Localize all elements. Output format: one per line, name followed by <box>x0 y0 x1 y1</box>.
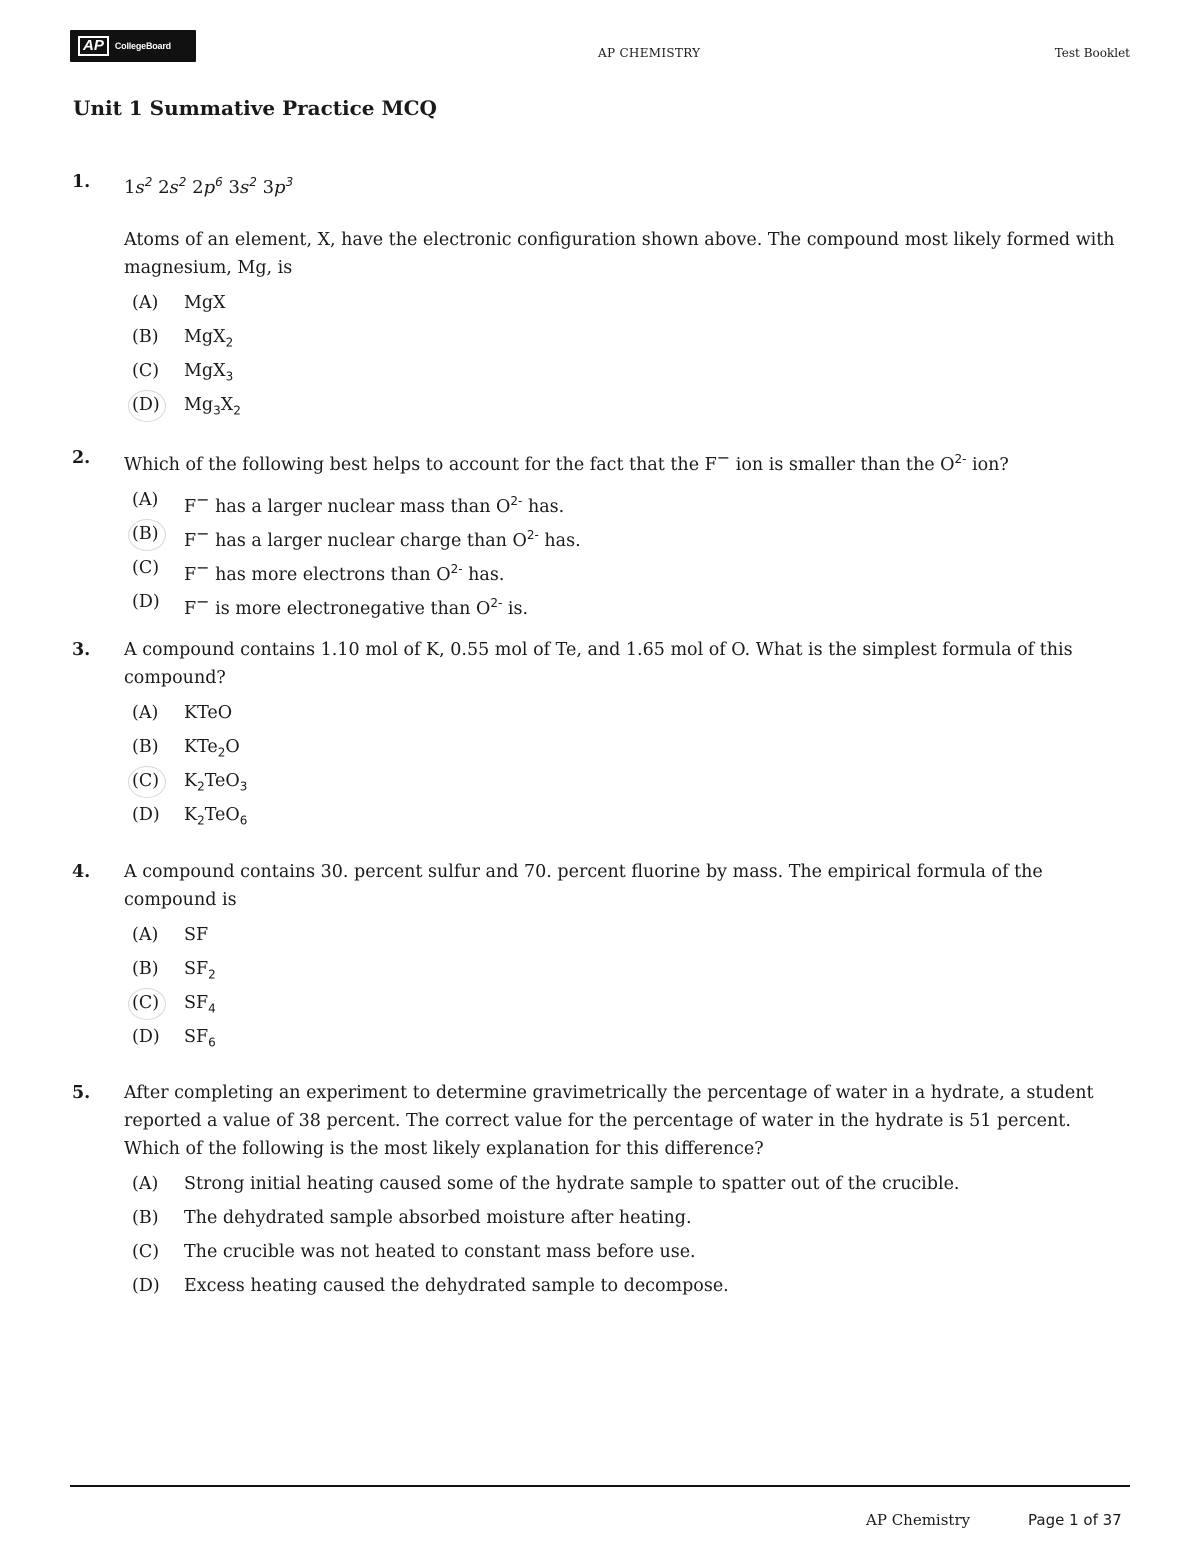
question-3 <box>72 636 1132 832</box>
option-text: MgX$_2$ <box>184 327 234 350</box>
option-text: F− has a larger nuclear mass than $O^{2-}$ has. <box>184 489 565 517</box>
question-stem: A compound contains 1.10 mol of K, 0.55 mol of Te, and 1.65 mol of O. What is the simplest formula of this compound? <box>124 640 1073 688</box>
option-letter: (D) <box>132 388 160 422</box>
answer-option[interactable] <box>124 1269 1132 1303</box>
option-text: The dehydrated sample absorbed moisture after heating. <box>184 1208 692 1228</box>
option-text: MgX$_3$ <box>184 361 234 384</box>
answer-option-circled[interactable] <box>124 986 1132 1020</box>
option-letter: (A) <box>132 925 159 945</box>
page-header <box>70 30 1130 64</box>
option-letter: (A) <box>132 703 159 723</box>
option-letter: (A) <box>132 489 159 510</box>
option-text: $K_2TeO_6$ <box>184 805 248 828</box>
option-letter: (C) <box>132 764 159 798</box>
option-letter: (C) <box>132 557 160 578</box>
question-number: 2. <box>72 448 91 468</box>
answer-option[interactable] <box>124 798 1132 832</box>
answer-option-circled[interactable] <box>124 764 1132 798</box>
answer-option[interactable] <box>124 1201 1132 1235</box>
question-2 <box>72 444 1132 619</box>
answer-option-circled[interactable] <box>124 517 1132 551</box>
question-stem: Atoms of an element, X, have the electronic configuration shown above. The compound most likely formed with magnesium, Mg, is <box>124 230 1115 278</box>
question-stem: After completing an experiment to determine gravimetrically the percentage of water in a hydrate, a student reported a value of 38 percent. The correct value for the percentage of water in the hydrate is 51 percent. Which of the following is the most likely explanation for this difference? <box>124 1083 1094 1159</box>
header-booklet-label: Test Booklet <box>1054 46 1130 60</box>
option-text: F− has a larger nuclear charge than $O^{2-}$ has. <box>184 523 581 551</box>
option-text: $SF_4$ <box>184 993 216 1016</box>
option-text: Strong initial heating caused some of the hydrate sample to spatter out of the crucible. <box>184 1174 960 1194</box>
answer-option[interactable] <box>124 483 1132 517</box>
question-stem: Which of the following best helps to account for the fact that the F− ion is smaller than the $O^{2-}$ ion? <box>124 448 1009 475</box>
answer-option[interactable] <box>124 354 1132 388</box>
option-letter: (B) <box>132 959 159 979</box>
answer-option[interactable] <box>124 918 1132 952</box>
page-title: Unit 1 Summative Practice MCQ <box>73 96 437 120</box>
electron-configuration: $1s^2$ $2s^2$ $2p^6$ $3s^2$ $3p^3$ <box>124 175 294 198</box>
question-number: 1. <box>72 172 91 192</box>
footer-divider <box>70 1485 1130 1487</box>
answer-option-circled[interactable] <box>124 388 1132 422</box>
option-text: $Mg_3X_2$ <box>184 395 241 418</box>
question-number: 5. <box>72 1083 91 1103</box>
option-text: KTe$_2$O <box>184 737 240 760</box>
option-text: $K_2TeO_3$ <box>184 771 248 794</box>
option-letter: (A) <box>132 1174 159 1194</box>
option-letter: (D) <box>132 1276 160 1296</box>
answer-option[interactable] <box>124 585 1132 619</box>
answer-option[interactable] <box>124 1167 1132 1201</box>
option-text: Excess heating caused the dehydrated sample to decompose. <box>184 1276 729 1296</box>
ap-collegeboard-logo <box>70 30 196 62</box>
ap-logo-mark: AP <box>78 36 109 56</box>
option-text: F− has more electrons than $O^{2-}$ has. <box>184 557 505 585</box>
question-4 <box>72 858 1132 1054</box>
option-text: $SF_6$ <box>184 1027 216 1050</box>
answer-option[interactable] <box>124 286 1132 320</box>
answer-option[interactable] <box>124 1235 1132 1269</box>
option-letter: (A) <box>132 293 159 313</box>
option-letter: (C) <box>132 986 159 1020</box>
option-text: SF <box>184 925 209 945</box>
option-text: $SF_2$ <box>184 959 216 982</box>
answer-option[interactable] <box>124 696 1132 730</box>
question-stem: A compound contains 30. percent sulfur and 70. percent fluorine by mass. The empirical formula of the compound is <box>124 862 1043 910</box>
option-letter: (C) <box>132 361 160 381</box>
answer-option[interactable] <box>124 730 1132 764</box>
answer-option[interactable] <box>124 1020 1132 1054</box>
footer-course: AP Chemistry <box>866 1511 971 1529</box>
header-subject: AP CHEMISTRY <box>598 46 701 60</box>
option-letter: (C) <box>132 1242 160 1262</box>
option-letter: (B) <box>132 517 159 551</box>
option-letter: (B) <box>132 327 159 347</box>
option-letter: (D) <box>132 1027 160 1047</box>
option-text: KTeO <box>184 703 233 723</box>
option-text: The crucible was not heated to constant mass before use. <box>184 1242 696 1262</box>
question-5 <box>72 1079 1132 1303</box>
question-number: 3. <box>72 640 91 660</box>
option-text: MgX <box>184 293 226 313</box>
option-text: F− is more electronegative than $O^{2-}$ is. <box>184 591 529 619</box>
question-number: 4. <box>72 862 91 882</box>
answer-option[interactable] <box>124 952 1132 986</box>
option-letter: (B) <box>132 737 159 757</box>
footer-page-number: Page 1 of 37 <box>1028 1511 1122 1529</box>
question-1 <box>72 168 1132 422</box>
option-letter: (B) <box>132 1208 159 1228</box>
answer-option[interactable] <box>124 551 1132 585</box>
option-letter: (D) <box>132 591 160 612</box>
option-letter: (D) <box>132 805 160 825</box>
collegeboard-logo-text: CollegeBoard <box>114 41 171 51</box>
answer-option[interactable] <box>124 320 1132 354</box>
